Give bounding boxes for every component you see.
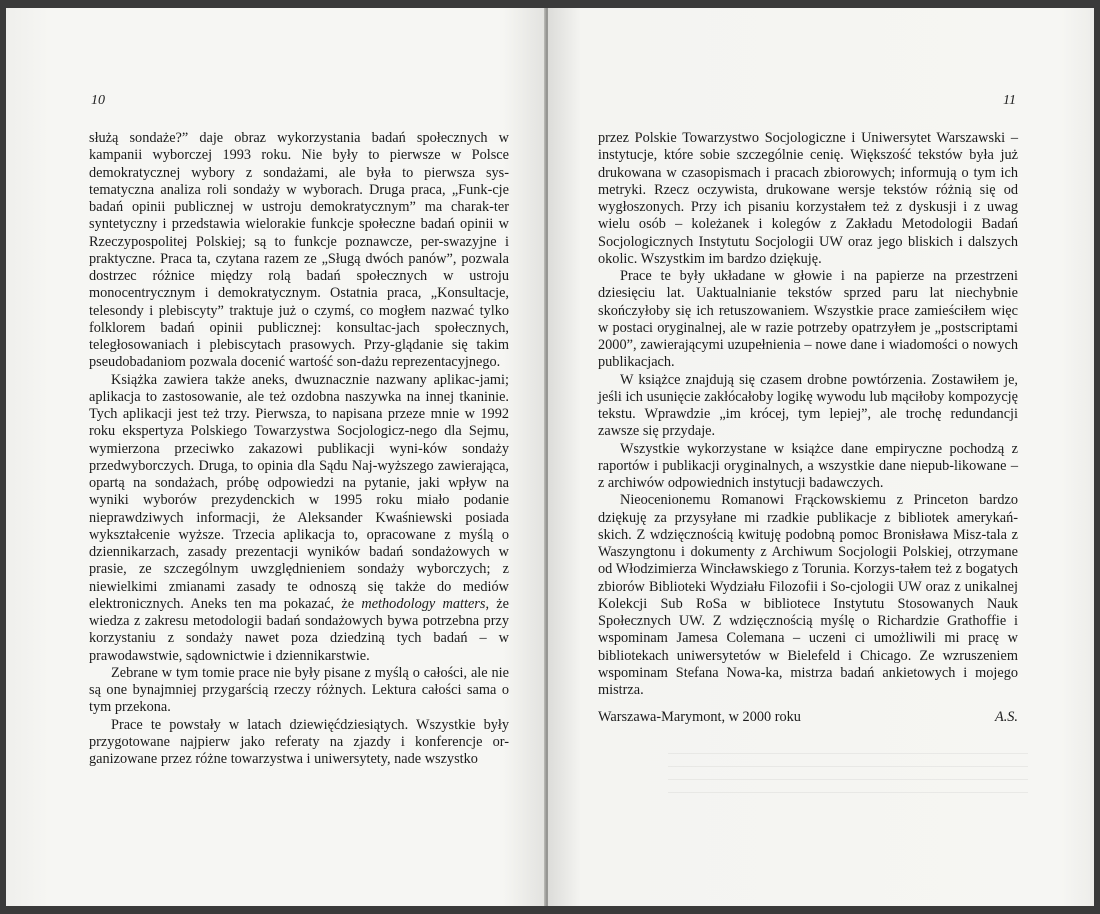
paragraph: przez Polskie Towarzystwo Socjologiczne i Uniwersytet Warszawski – instytucje, które sobie szczególnie cenię. Większość tekstów była już drukowana w czasopismach i pracach zbiorowych; informują o tym ich metryki. Rzecz oczywista, drukowane wersje tekstów różnią się od wygłoszonych. Przy ich pisaniu korzystałem też z dyskusji i z uwag wielu osób – koleżanek i kolegów z Zakładu Metodologii Badań Socjologicznych Instytutu Socjologii UW oraz jego bliskich i dalszych okolic. Wszystkim im bardzo dziękuję. <box>598 130 1018 267</box>
left-page-body <box>89 130 509 768</box>
paragraph: Nieocenionemu Romanowi Frąckowskiemu z Princeton bardzo dziękuję za przysyłane mi rzadkie publikacje z bibliotek amerykań-skich. Z wdzięcznością kwituję podobną pomoc Bronisława Misz-tala z Waszyngtonu i dokumenty z Archiwum Socjologii Polskiej, otrzymane od Włodzimierza Wincławskiego z Torunia. Korzys-tałem też z bogatych zbiorów Biblioteki Wydziału Filozofii i So-cjologii UW oraz z unikalnej Kolekcji Sub RoSa w bibliotece Instytutu Stosowanych Nauk Społecznych UW. Z wdzięcznością myślę o Richardzie Grathoffie i wspominam Jamesa Colemana – uczeni ci umożliwili mi pracę w bibliotekach uniwersytetów w Bielefeld i Chicago. Ze wzruszeniem wspominam Stefana Nowa-ka, mistrza badań ankietowych i mojego mistrza. <box>598 492 1018 698</box>
paragraph: Prace te były układane w głowie i na papierze na przestrzeni dziesięciu lat. Uaktualnianie tekstów sprzed paru lat niechybnie skończyłoby się ich retuszowaniem. Wszystkie prace zamieściłem więc w postaci oryginalnej, ale w razie potrzeby opatrzyłem je „postscriptami 2000”, zawierającymi uzupełnienia – nowe dane i wiadomości o nowych publikacjach. <box>598 268 1018 371</box>
paragraph: W książce znajdują się czasem drobne powtórzenia. Zostawiłem je, jeśli ich usunięcie zakłócałoby logikę wywodu lub mąciłoby kompozycję tekstu. Wprawdzie „im krócej, tym lepiej”, ale trochę redundancji zawsze się przydaje. <box>598 371 1018 440</box>
paragraph: Książka zawiera także aneks, dwuznacznie nazwany aplikac-jami; aplikacja to zastosowanie, ale też ozdobna naszywka na innej tkaninie. Tych aplikacji jest też trzy. Pierwsza, to napisana przeze mnie w 1992 roku ekspertyza Polskiego Towarzystwa Socjologicz-nego dla Sejmu, wymierzona przeciwko zakazowi publikacji wyni-ków sondaży przedwyborczych. Druga, to opinia dla Sądu Naj-wyższego zawierająca, opartą na sondażach, próbę odpowiedzi na pytanie, jaki wpływ na wyniki wyborów prezydenckich w 1995 roku miało podanie nieprawdziwych informacji, że Aleksander Kwaśniewski posiada wykształcenie wyższe. Trzecia aplikacja to, opracowane z myślą o dziennikarzach, zasady prezentacji wyników badań sondażowych w prasie, ze szczególnym uwzględnieniem sondaży wyborczych; z niewielkimi zmianami zasady te odnoszą się także do mediów elektronicznych. Aneks ten ma pokazać, że methodology matters, że wiedza z zakresu metodologii badań sondażowych bywa potrzebna przy korzystaniu z sondaży nawet poza dziedziną tych badań – w prawodawstwie, sądownictwie i dziennikarstwie. <box>89 371 509 664</box>
show-through-text <box>668 753 1028 803</box>
signoff-line <box>598 709 1018 726</box>
page-number-right: 11 <box>1003 93 1016 108</box>
left-page <box>6 8 546 906</box>
right-page-body <box>598 130 1018 727</box>
right-page <box>548 8 1094 906</box>
place-date: Warszawa-Marymont, w 2000 roku <box>598 709 801 726</box>
paragraph: Prace te powstały w latach dziewięćdziesiątych. Wszystkie były przygotowane najpierw jako referaty na zjazdy i konferencje or-ganizowane przez różne towarzystwa i uniwersytety, nade wszystko <box>89 716 509 767</box>
paragraph: służą sondaże?” daje obraz wykorzystania badań społecznych w kampanii wyborczej 1993 roku. Nie były to pierwsze w Polsce demokratycznej wybory z sondażami, ale była to pierwsza sys-tematyczna analiza roli sondaży w wyborach. Druga praca, „Funk-cje badań opinii publicznej w ustroju demokratycznym” ma charak-ter syntetyczny i przedstawia wielorakie funkcje społeczne badań opinii w Rzeczypospolitej Polskiej; są to funkcje poznawcze, per-swazyjne i praktyczne. Praca ta, czytana razem ze „Sługą dwóch panów”, pozwala dostrzec różnice między rolą badań społecznych w ustroju monocentrycznym i demokratycznym. Ostatnia praca, „Konsultacje, telesondy i plebiscyty” traktuje już o czymś, co mogłem nazwać tylko folklorem badań opinii publicznej: konsultac-jach społecznych, teległosowaniach i plebiscytach prasowych. Przy-glądanie się takim pseudobadaniom pozwala docenić wartość son-dażu reprezentacyjnego. <box>89 130 509 371</box>
page-number-left: 10 <box>91 93 105 108</box>
paragraph: Wszystkie wykorzystane w książce dane empiryczne pochodzą z raportów i publikacji oryginalnych, a wszystkie dane niepub-likowane – z archiwów odpowiednich instytucji badawczych. <box>598 440 1018 491</box>
author-initials: A.S. <box>994 709 1018 726</box>
paragraph: Zebrane w tym tomie prace nie były pisane z myślą o całości, ale nie są one bynajmniej przygarścią rzeczy różnych. Lektura całości sama o tym przekona. <box>89 664 509 716</box>
